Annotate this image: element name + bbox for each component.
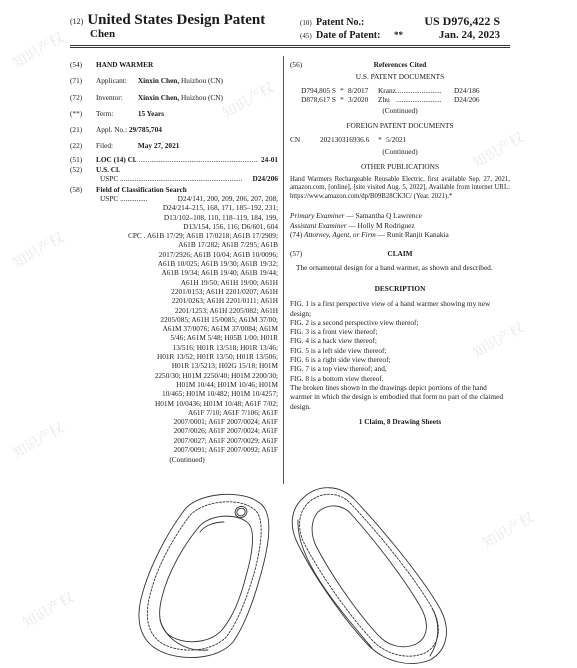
broken-lines-note: The broken lines shown in the drawings depict portions of the hand warmer in which the design is embodied that form no part of the claimed design. xyxy=(290,382,503,411)
figure-desc: is a back view thereof; xyxy=(309,336,377,346)
search-line: A61F 7/10; A61F 7/106; A61F xyxy=(187,407,278,417)
leader-dots: ......................... xyxy=(396,94,442,104)
figure-ref: FIG. 2 xyxy=(290,317,310,327)
leader-dots: ......................... xyxy=(396,85,442,95)
loc-value: 24-01 xyxy=(260,154,278,164)
patent-number-label: Patent No.: xyxy=(316,17,365,28)
watermark: 知识产权 xyxy=(20,589,77,632)
field-number: (45) xyxy=(300,32,312,40)
field-number: (52) xyxy=(70,165,83,175)
assistant-examiner-label: Assistant Examiner xyxy=(290,220,347,230)
ref-name: Zhu xyxy=(378,94,390,104)
appl-no-label: Appl. No.: xyxy=(96,125,128,135)
search-line-text: D24/141, 200, 209, 206, 207, 208, xyxy=(177,193,278,203)
search-line: A61H 19/50; A61H 19/00; A61H xyxy=(180,277,278,287)
term-label: Term: xyxy=(96,108,114,118)
claims-sheets-count: 1 Claim, 8 Drawing Sheets xyxy=(358,416,442,426)
search-line: 2201/0263; A61H 2201/0111; A61H xyxy=(171,296,278,306)
attorney-name: — Runit Ranjit Kanakia xyxy=(377,230,449,240)
inventor-name: Xinxin Chen, xyxy=(137,92,180,102)
appl-no-value: 29/785,704 xyxy=(128,125,162,135)
ref-country: CN xyxy=(290,134,301,144)
watermark: 知识产权 xyxy=(10,29,67,72)
other-pub-title: OTHER PUBLICATIONS xyxy=(360,162,440,172)
inventor-place: Huizhou (CN) xyxy=(181,92,223,102)
other-publication: Hand Warmers Rechargeable Reusable Electric, first available Sep. 27, 2021, amazon.com, [online], [site visited Aug. 5, 2022], Available from internet URL: https://www.amazon.com/dp/B09B28CK3C/ (Year. 2021).* xyxy=(290,175,510,200)
figure-desc: is a top view thereof; and, xyxy=(309,364,387,374)
invention-title: HAND WARMER xyxy=(96,60,154,69)
primary-examiner-label: Primary Examiner xyxy=(290,211,345,221)
filed-value: May 27, 2021 xyxy=(137,141,180,151)
search-line: A61M 37/0076; A61M 37/0084; A61M xyxy=(162,324,278,334)
figure-desc: is a front view thereof; xyxy=(309,327,378,337)
patent-number: US D976,422 S xyxy=(424,14,500,28)
watermark: 知识产权 xyxy=(470,129,527,172)
field-number: (12) xyxy=(70,17,84,26)
watermark: 知识产权 xyxy=(10,229,67,272)
field-number: (56) xyxy=(290,60,303,69)
ref-class: D24/206 xyxy=(454,94,480,104)
uspc-label: USPC xyxy=(100,174,119,184)
search-line: H01R 13/5213; H02G 15/18; H01M xyxy=(171,361,278,371)
search-line: 2007/0001; A61F 2007/0024; A61F xyxy=(173,417,278,427)
ref-date: 8/2017 xyxy=(348,85,369,95)
stars: ** xyxy=(394,30,403,40)
ref-star: * xyxy=(378,134,382,144)
inventor-label: Inventor: xyxy=(96,92,123,102)
field-number: (72) xyxy=(70,92,83,102)
figure-desc: is a first perspective view of a hand warmer showing my new design; xyxy=(290,299,491,318)
leader-dots: ................................................................... xyxy=(118,174,243,184)
search-line: 10/465; H01M 10/482; H01M 10/4257; xyxy=(162,389,278,399)
figure-desc: is a bottom view thereof. xyxy=(309,373,384,383)
ref-number: D878,617 S xyxy=(301,94,336,104)
search-line: 2007/0091; A61F 2007/0092; A61F xyxy=(173,444,278,454)
filed-label: Filed: xyxy=(96,141,114,151)
continued-note: (Continued) xyxy=(169,455,205,465)
figure-ref: FIG. 8 xyxy=(290,373,310,383)
applicant-name: Xinxin Chen, xyxy=(137,76,180,86)
search-line: A61B 10/025; A61B 19/30; A61B 19/32; xyxy=(157,259,278,269)
claim-text: The ornamental design for a hand warmer, as shown and described. xyxy=(296,262,493,272)
field-number: (74) xyxy=(290,230,303,240)
inventor-short: Chen xyxy=(90,28,116,40)
field-number: (54) xyxy=(70,60,83,69)
figure-ref: FIG. 1 xyxy=(290,299,310,309)
description-title: DESCRIPTION xyxy=(374,283,426,293)
uspc-value: D24/206 xyxy=(252,174,278,184)
loc-label: LOC (14) Cl. xyxy=(96,154,137,164)
primary-examiner-name: — Samantha Q Lawrence xyxy=(346,211,422,221)
attorney-label: Attorney, Agent, or Firm xyxy=(304,230,376,240)
patent-date: Jan. 24, 2023 xyxy=(438,29,500,41)
search-line: 2201/0153; A61H 2201/0207; A61H xyxy=(171,286,278,296)
figure-ref: FIG. 4 xyxy=(290,336,310,346)
references-label: References Cited xyxy=(373,60,427,69)
search-line: 2007/0026; A61F 2007/0024; A61F xyxy=(173,426,278,436)
field-number: (**) xyxy=(70,108,83,118)
ref-number: D794,805 S xyxy=(301,85,336,95)
us-cl-label: U.S. Cl. xyxy=(96,165,120,175)
field-number: (57) xyxy=(290,249,303,259)
applicant-label: Applicant: xyxy=(96,76,127,86)
applicant-place: Huizhou (CN) xyxy=(181,76,223,86)
ref-date: 5/2021 xyxy=(386,134,407,144)
ref-star: * xyxy=(340,85,344,95)
search-line: A61B 17/282; A61B 7/295; A61B xyxy=(178,240,278,250)
document-type-text: United States Design Patent xyxy=(87,12,266,28)
search-line: 2017/2926; A61B 10/04; A61B 10/0096; xyxy=(158,249,278,259)
field-number: (51) xyxy=(70,154,83,164)
watermark: 知识产权 xyxy=(10,419,67,462)
assistant-examiner-name: — Holly M Rodriguez xyxy=(348,220,415,230)
figure-ref: FIG. 3 xyxy=(290,327,310,337)
field-number: (10) xyxy=(300,19,312,27)
field-number: (22) xyxy=(70,141,83,151)
search-label: Field of Classification Search xyxy=(96,184,187,194)
field-number: (58) xyxy=(70,184,83,194)
search-line: H01R 13/52; H01R 13/50; H01R 13/506; xyxy=(156,352,278,362)
search-line: 13/516; H01R 13/518; H01R 13/46; xyxy=(172,342,278,352)
field-number: (21) xyxy=(70,125,83,135)
leader-dots: ................................................................. xyxy=(136,154,258,164)
ref-class: D24/186 xyxy=(454,85,480,95)
hand-warmer-right xyxy=(292,488,446,664)
patent-date-label: Date of Patent: xyxy=(316,30,381,41)
search-line: H01M 10/44; H01M 10/46; H01M xyxy=(176,379,278,389)
ref-number: 202130316936.6 xyxy=(320,134,370,144)
term-value: 15 Years xyxy=(137,108,165,118)
search-line: 2205/085; A61H 15/0085; A61M 37/00; xyxy=(160,314,278,324)
figure-desc: is a second perspective view thereof; xyxy=(309,317,419,327)
search-line: D24/214–215, 168, 171, 185–192, 231; xyxy=(162,203,278,213)
figure-ref: FIG. 7 xyxy=(290,364,310,374)
search-uspc-label: USPC xyxy=(100,193,119,203)
leader-dots: ............... xyxy=(118,193,148,203)
figure-desc: is a right side view thereof; xyxy=(309,355,391,365)
search-line: D13/102–108, 110, 118–119, 184, 199, xyxy=(163,212,278,222)
search-line: 5/46; A61M 5/48; H05B 1/00; H01R xyxy=(170,333,278,343)
search-line: H01M 10/0436; H01M 10/48; A61F 7/02; xyxy=(154,398,278,408)
figure-ref: FIG. 5 xyxy=(290,345,310,355)
ref-star: * xyxy=(340,94,344,104)
field-number: (71) xyxy=(70,76,83,86)
watermark: 知识产权 xyxy=(220,79,277,122)
foreign-docs-title: FOREIGN PATENT DOCUMENTS xyxy=(346,121,454,131)
continued-note: (Continued) xyxy=(382,106,418,116)
figure-ref: FIG. 6 xyxy=(290,355,310,365)
claim-label: CLAIM xyxy=(387,249,413,259)
search-line: 2201/1253; A61H 2205/082; A61H xyxy=(174,305,278,315)
watermark: 知识产权 xyxy=(470,319,527,362)
search-line: CPC . A61B 17/29; A61B 17/0218; A61B 17/2909; xyxy=(127,231,278,241)
search-line: A61B 19/34; A61B 19/40; A61B 19/44; xyxy=(161,268,278,278)
watermark: 知识产权 xyxy=(480,509,537,552)
ref-date: 3/2020 xyxy=(348,94,369,104)
figure-desc: is a left side view thereof; xyxy=(309,345,387,355)
continued-note: (Continued) xyxy=(382,147,418,157)
search-line: 2007/0027; A61F 2007/0029; A61F xyxy=(173,435,278,445)
us-docs-title: U.S. PATENT DOCUMENTS xyxy=(355,72,445,82)
search-line: 2250/30; H01M 2250/40; H01M 2200/30; xyxy=(154,370,278,380)
search-line: D13/154, 156, 116; D6/601, 604 xyxy=(183,221,278,231)
hand-warmer-left xyxy=(139,494,269,657)
ref-name: Kranz xyxy=(378,85,396,95)
